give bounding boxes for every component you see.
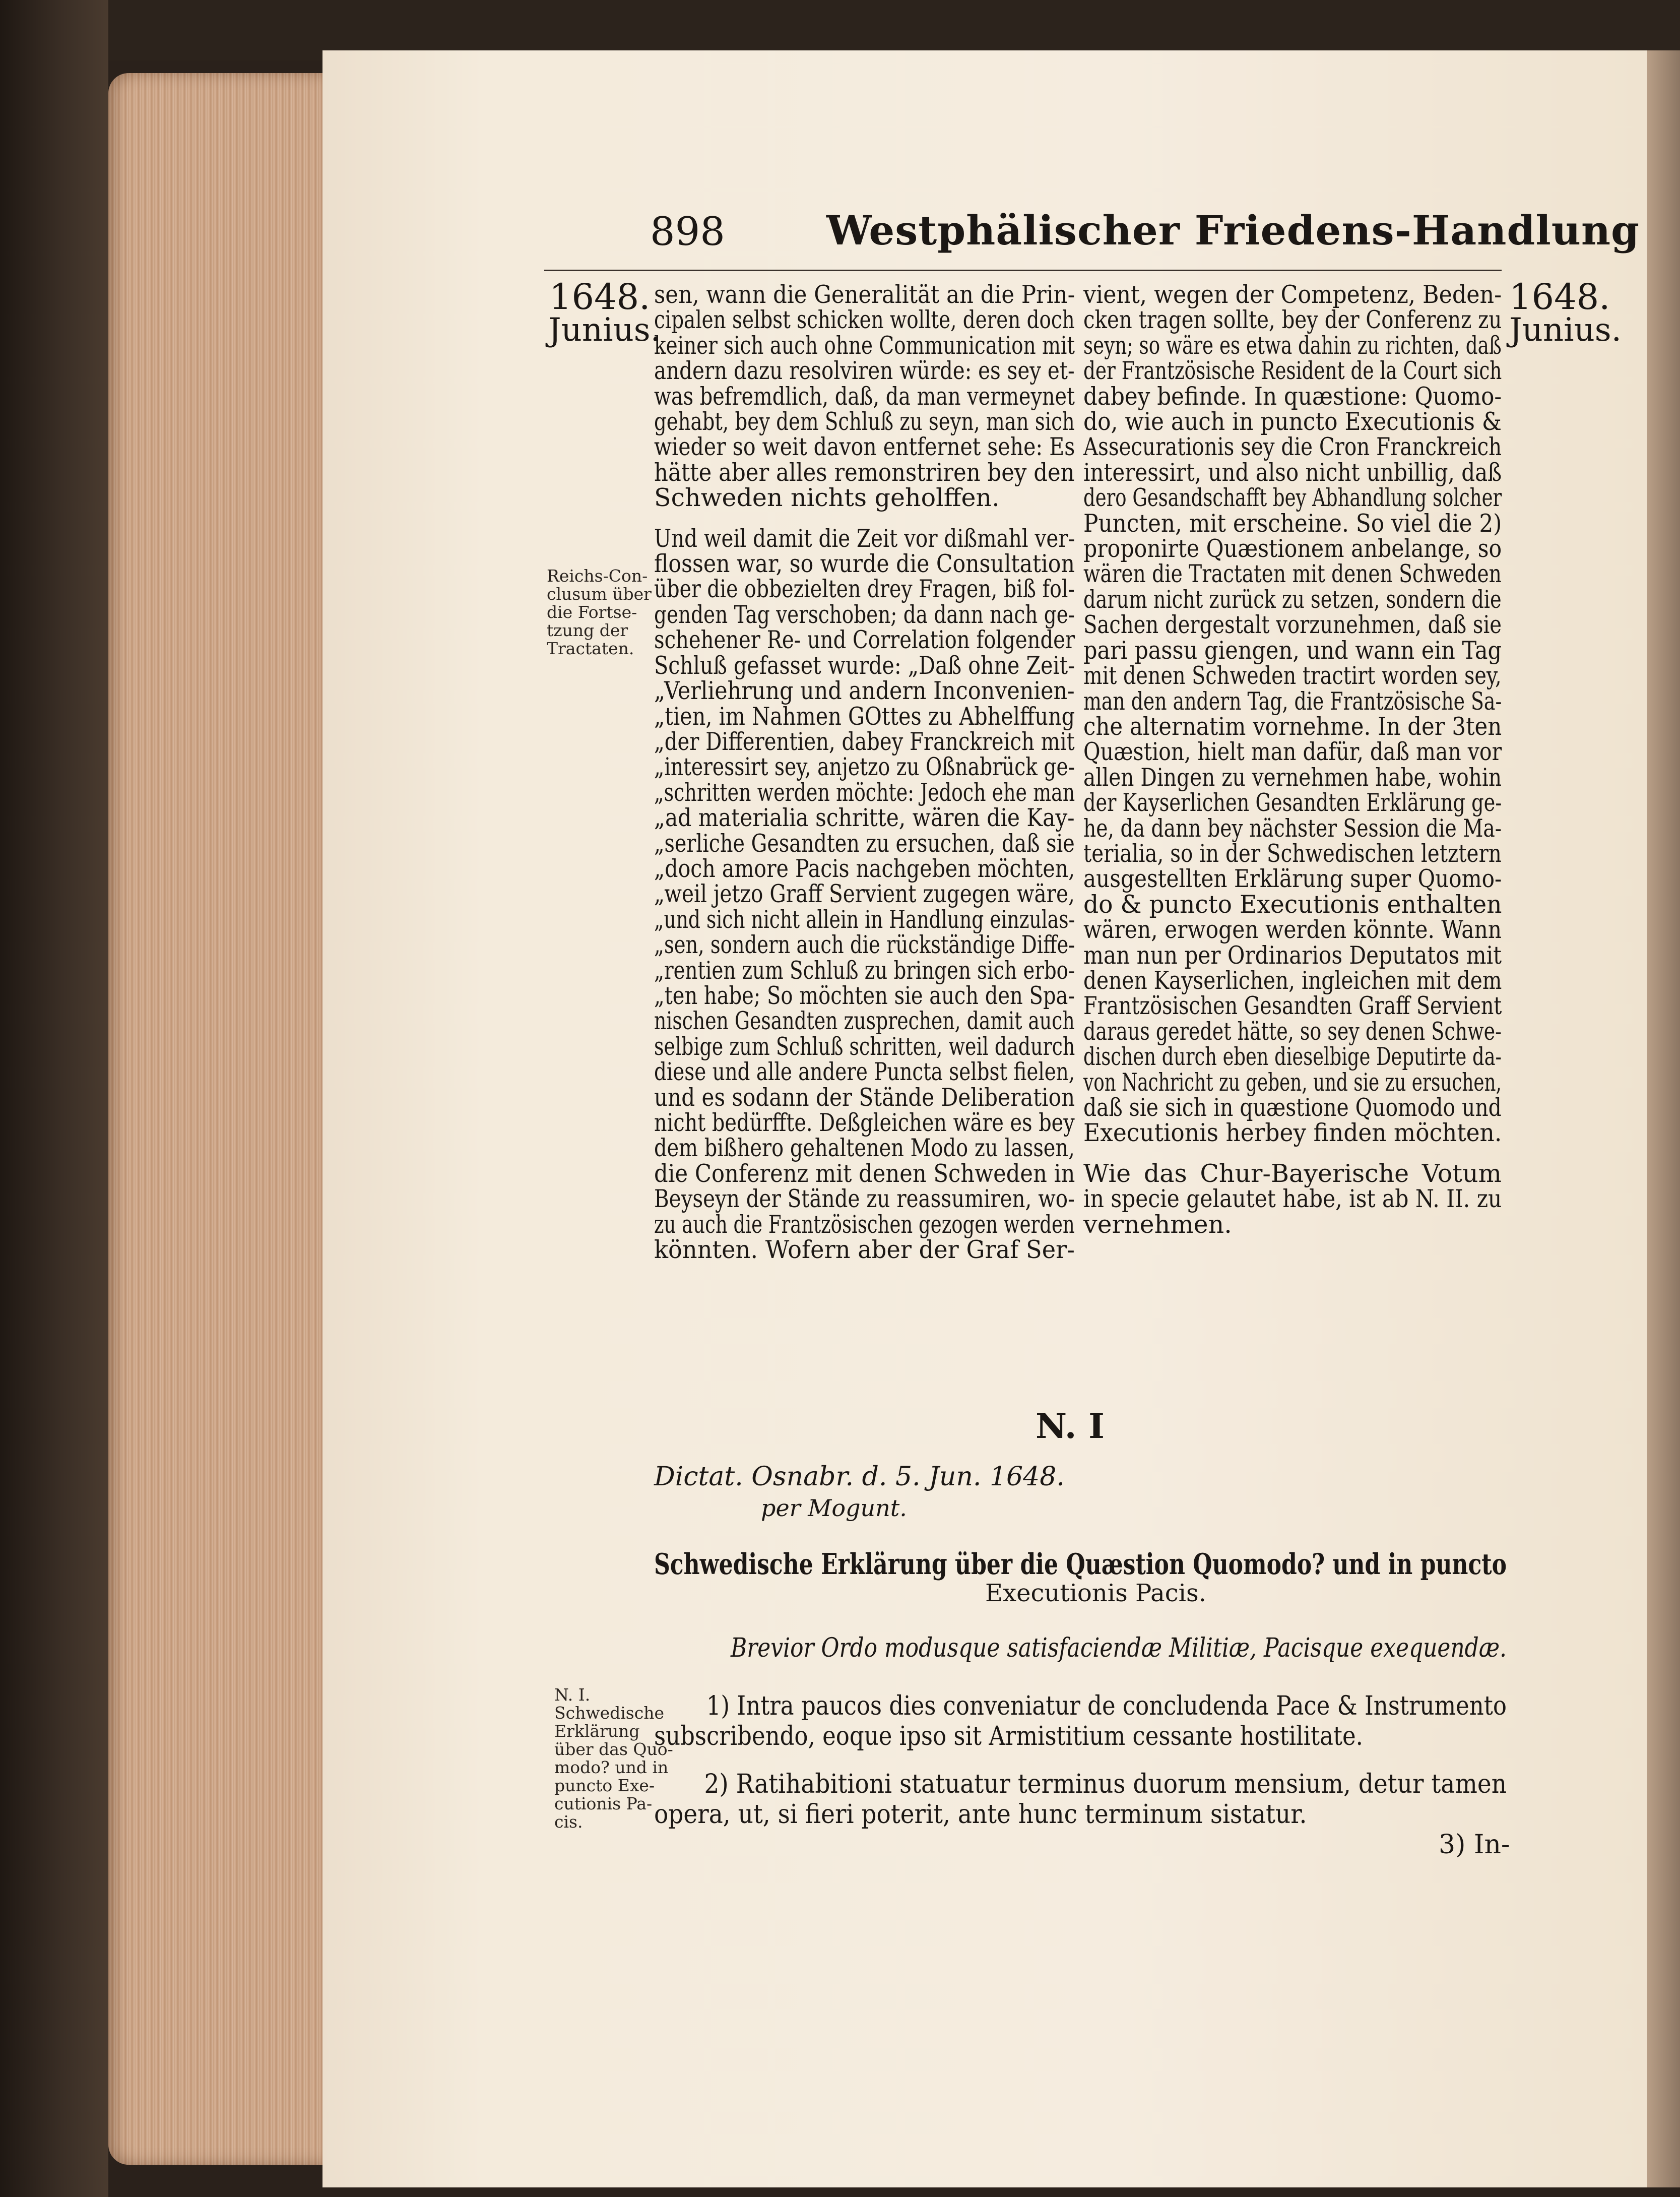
- text-line: „doch amore Pacis nachgeben möchten,: [654, 854, 1075, 883]
- text-line: wären die Tractaten mit denen Schweden: [1083, 559, 1502, 589]
- text-line: und es sodann der Stände Deliberation: [654, 1083, 1075, 1112]
- text-line: Quæstion, hielt man dafür, daß man vor: [1083, 737, 1502, 767]
- text-line: do, wie auch in puncto Executionis &: [1083, 407, 1502, 436]
- text-line: Assecurationis sey die Cron Franckreich: [1083, 432, 1502, 462]
- text-line: che alternatim vornehme. In der 3ten: [1083, 712, 1502, 741]
- item-line: 1) Intra paucos dies conveniatur de concludenda Pace & Instrumento: [706, 1691, 1507, 1721]
- margin-note-line: über das Quo-: [554, 1739, 673, 1759]
- text-line: do & puncto Executionis enthalten: [1083, 890, 1502, 919]
- text-line: cipalen selbst schicken wollte, deren doch: [654, 305, 1075, 335]
- text-line: der Frantzösische Resident de la Court sich: [1083, 356, 1502, 386]
- text-line: „tien, im Nahmen GOttes zu Abhelffung: [654, 702, 1075, 731]
- text-line: Und weil damit die Zeit vor dißmahl ver-: [654, 524, 1075, 553]
- text-line: „interessirt sey, anjetzo zu Oßnabrück ge-: [654, 752, 1075, 782]
- margin-note-line: N. I.: [554, 1685, 591, 1705]
- margin-note-line: tzung der: [547, 620, 628, 640]
- text-line: hätte aber alles remonstriren bey den: [654, 458, 1075, 487]
- right-margin-month: Junius.: [1509, 311, 1622, 349]
- text-line: Beyseyn der Stände zu reassumiren, wo-: [654, 1184, 1075, 1214]
- text-line: ausgestellten Erklärung super Quomo-: [1083, 864, 1502, 894]
- text-line: darum nicht zurück zu setzen, sondern die: [1083, 585, 1502, 614]
- text-line: denen Kayserlichen, ingleichen mit dem: [1083, 966, 1502, 995]
- text-line: dero Gesandschafft bey Abhandlung solcher: [1083, 483, 1502, 513]
- text-line: „serliche Gesandten zu ersuchen, daß sie: [654, 829, 1075, 858]
- margin-note-line: modo? und in: [554, 1757, 669, 1777]
- right-margin-year: 1648.: [1509, 276, 1610, 318]
- text-line: Executionis herbey finden möchten.: [1083, 1118, 1502, 1148]
- text-line: vernehmen.: [1083, 1210, 1232, 1239]
- margin-note-line: Tractaten.: [547, 639, 634, 658]
- document-title-continued: Executionis Pacis.: [985, 1579, 1206, 1607]
- running-title: Westphälischer Friedens-Handlung: [826, 207, 1640, 254]
- text-line: he, da dann bey nächster Session die Ma-: [1083, 813, 1502, 843]
- text-line: dischen durch eben dieselbige Deputirte da-: [1083, 1042, 1502, 1072]
- document-item-1: [654, 1691, 1639, 1751]
- document-number: N. I: [1036, 1406, 1105, 1447]
- text-line: proponirte Quæstionem anbelange, so: [1083, 534, 1502, 563]
- text-line: schehener Re- und Correlation folgender: [654, 625, 1075, 655]
- text-line: selbige zum Schluß schritten, weil dadurch: [654, 1032, 1075, 1061]
- text-line: könnten. Wofern aber der Graf Ser-: [654, 1235, 1075, 1265]
- margin-note-line: Reichs-Con-: [547, 566, 648, 586]
- text-line: man den andern Tag, die Frantzösische Sa-: [1083, 686, 1502, 716]
- text-line: „sen, sondern auch die rückständige Diffe-: [654, 930, 1075, 960]
- text-line: pari passu giengen, und wann ein Tag: [1083, 636, 1502, 665]
- header-rule: [544, 270, 1502, 271]
- margin-note-line: cis.: [554, 1812, 583, 1832]
- text-line: dabey befinde. In quæstione: Quomo-: [1083, 382, 1502, 411]
- text-line: sen, wann die Generalität an die Prin-: [654, 280, 1075, 309]
- text-line: „weil jetzo Graff Servient zugegen wäre,: [654, 880, 1075, 909]
- text-line: daraus geredet hätte, so sey denen Schwe-: [1083, 1017, 1502, 1046]
- margin-note-line: die Fortse-: [547, 602, 637, 622]
- text-line: über die obbezielten drey Fragen, biß fol-: [654, 575, 1075, 604]
- text-line: nischen Gesandten zusprechen, damit auch: [654, 1007, 1075, 1036]
- text-line: interessirt, und also nicht unbillig, daß: [1083, 458, 1502, 487]
- page-number: 898: [650, 209, 725, 255]
- document-item-2: [654, 1769, 1597, 1830]
- facing-page-edge: [1647, 50, 1680, 2187]
- left-column: [654, 282, 1075, 1263]
- margin-note-line: cutionis Pa-: [554, 1794, 653, 1813]
- text-line: andern dazu resolviren würde: es sey et-: [654, 356, 1075, 386]
- page-stack-edge: [108, 73, 325, 2165]
- margin-note-reichs-conclusum: [547, 567, 652, 658]
- text-line: Schluß gefasset wurde: „Daß ohne Zeit-: [654, 651, 1075, 680]
- text-line: keiner sich auch ohne Communication mit: [654, 331, 1075, 360]
- dictat-line: Dictat. Osnabr. d. 5. Jun. 1648.: [654, 1462, 1065, 1492]
- text-line: man nun per Ordinarios Deputatos mit: [1083, 940, 1502, 970]
- margin-note-line: puncto Exe-: [554, 1776, 655, 1795]
- text-line: zu auch die Frantzösischen gezogen werden: [654, 1210, 1075, 1239]
- text-line: gehabt, bey dem Schluß zu seyn, man sich: [654, 407, 1075, 436]
- document-subtitle: Brevior Ordo modusque satisfaciendæ Militiæ, Pacisque exequendæ.: [731, 1633, 1507, 1663]
- text-line: „ten habe; So möchten sie auch den Spa-: [654, 981, 1075, 1010]
- left-margin-month: Junius.: [548, 311, 661, 349]
- text-line: Schweden nichts geholffen.: [654, 483, 1000, 513]
- book-binding: [0, 0, 108, 2197]
- text-line: flossen war, so wurde die Consultation: [654, 549, 1075, 579]
- text-line: „und sich nicht allein in Handlung einzulas-: [654, 905, 1075, 934]
- text-line: genden Tag verschoben; da dann nach ge-: [654, 600, 1075, 629]
- left-margin-year: 1648.: [549, 276, 651, 318]
- dictat-by-line: per Mogunt.: [761, 1494, 907, 1522]
- text-line: mit denen Schweden tractirt worden sey,: [1083, 661, 1502, 691]
- text-line: diese und alle andere Puncta selbst fielen,: [654, 1057, 1075, 1087]
- text-line: Puncten, mit erscheine. So viel die 2): [1083, 509, 1502, 538]
- text-line: cken tragen sollte, bey der Conferenz zu: [1083, 305, 1502, 335]
- document-title: Schwedische Erklärung über die Quæstion Quomodo? und in puncto: [654, 1547, 1507, 1581]
- margin-note-line: clusum über: [547, 584, 652, 604]
- text-line: seyn; so wäre es etwa dahin zu richten, daß: [1083, 331, 1502, 360]
- text-line: Wie das Chur-Bayerische Votum: [1083, 1159, 1502, 1188]
- text-line: nicht bedürffte. Deßgleichen wäre es bey: [654, 1108, 1075, 1137]
- margin-note-line: Schwedische: [554, 1703, 664, 1723]
- item-line: opera, ut, si fieri poterit, ante hunc terminum sistatur.: [654, 1799, 1307, 1830]
- text-line: was befremdlich, daß, da man vermeynet: [654, 382, 1075, 411]
- text-line: allen Dingen zu vernehmen habe, wohin: [1083, 763, 1502, 792]
- text-line: in specie gelautet habe, ist ab N. II. zu: [1083, 1184, 1502, 1214]
- text-line: vient, wegen der Competenz, Beden-: [1083, 280, 1502, 309]
- text-line: wären, erwogen werden könnte. Wann: [1083, 915, 1502, 945]
- text-line: der Kayserlichen Gesandten Erklärung ge-: [1083, 788, 1502, 818]
- text-line: „der Differentien, dabey Franckreich mit: [654, 727, 1075, 756]
- text-line: terialia, so in der Schwedischen letztern: [1083, 839, 1502, 868]
- text-line: „ad materialia schritte, wären die Kay-: [654, 803, 1075, 833]
- right-column: [1083, 282, 1502, 1237]
- text-line: „Verliehrung und andern Inconvenien-: [654, 676, 1075, 706]
- text-line: wieder so weit davon entfernet sehe: Es: [654, 432, 1075, 462]
- text-line: von Nachricht zu geben, und sie zu ersuchen,: [1083, 1068, 1502, 1097]
- text-line: „rentien zum Schluß zu bringen sich erbo-: [654, 956, 1075, 985]
- text-line: dem bißhero gehaltenen Modo zu lassen,: [654, 1134, 1075, 1163]
- item-line: subscribendo, eoque ipso sit Armistitium cessante hostilitate.: [654, 1721, 1363, 1751]
- text-line: daß sie sich in quæstione Quomodo und: [1083, 1093, 1502, 1122]
- text-line: Frantzösischen Gesandten Graff Servient: [1083, 991, 1502, 1021]
- margin-note-line: Erklärung: [554, 1721, 640, 1741]
- text-line: Sachen dergestalt vorzunehmen, daß sie: [1083, 610, 1502, 640]
- text-line: die Conferenz mit denen Schweden in: [654, 1159, 1075, 1188]
- text-line: „schritten werden möchte: Jedoch ehe man: [654, 778, 1075, 807]
- item-line: 2) Ratihabitioni statuatur terminus duorum mensium, detur tamen: [704, 1769, 1507, 1799]
- catchword: 3) In-: [1439, 1830, 1510, 1860]
